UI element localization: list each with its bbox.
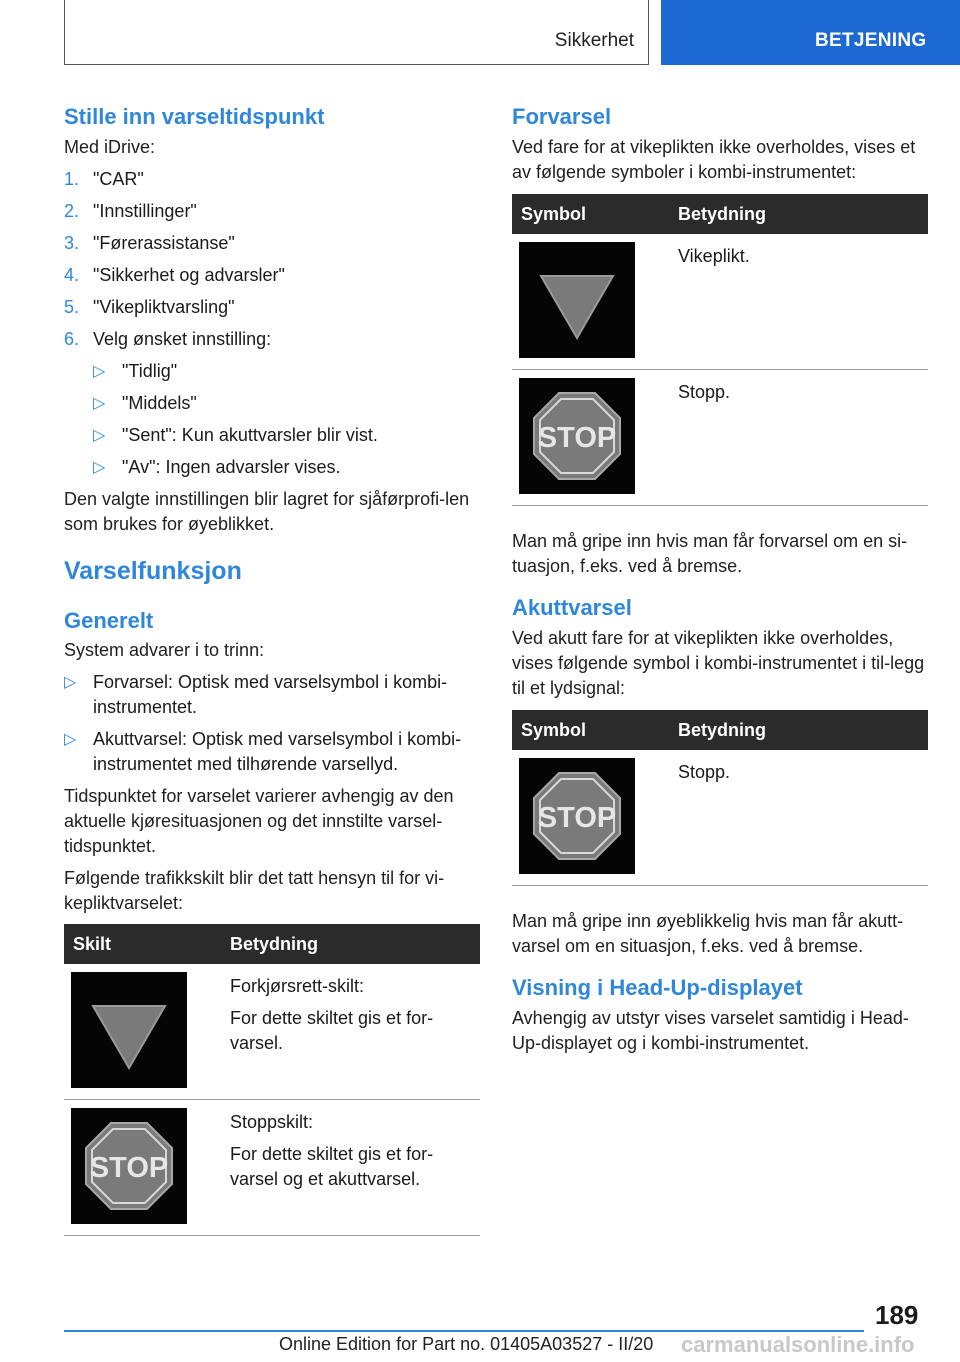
- sign-name: Forkjørsrett-skilt:: [230, 976, 364, 996]
- header-section-box: [64, 0, 649, 65]
- stop-sign-label: STOP: [537, 422, 617, 454]
- table-header-symbol: Symbol: [512, 710, 678, 750]
- footer-watermark: carmanualsonline.info: [681, 1332, 915, 1357]
- chapter-heading-warning-function: Varselfunksjon: [64, 557, 242, 585]
- warning-stages-list: [64, 670, 480, 777]
- sign-description: For dette skiltet gis et for-varsel.: [230, 1008, 434, 1053]
- table-row: [512, 750, 928, 886]
- sign-name: Stoppskilt:: [230, 1112, 314, 1132]
- table-row: [64, 1100, 480, 1236]
- triangle-bullet-icon: ▷: [64, 731, 77, 748]
- table-row: [512, 234, 928, 370]
- sign-description: For dette skiltet gis et for-varsel og et akuttvarsel.: [230, 1144, 434, 1189]
- triangle-bullet-icon: ▷: [93, 459, 106, 476]
- list-item: ▷ Forvarsel: Optisk med varselsymbol i kombi-instrumentet.: [64, 672, 448, 717]
- section-title-set-warning-time: Stille inn varseltidspunkt: [64, 104, 325, 129]
- footer-edition: Online Edition for Part no. 01405A03527 - II/20: [279, 1334, 654, 1354]
- list-item: 6. Velg ønsket innstilling:: [64, 329, 272, 349]
- triangle-bullet-icon: ▷: [64, 674, 77, 691]
- list-item: 4. "Sikkerhet og advarsler": [64, 265, 285, 285]
- yield-sign-icon: [71, 972, 187, 1088]
- table-row: [64, 964, 480, 1100]
- stop-sign-icon: [519, 378, 635, 494]
- list-item: ▷ Akuttvarsel: Optisk med varselsymbol i kombi-instrumentet med tilhørende varsellyd.: [64, 729, 462, 774]
- section-title-head-up-display: Visning i Head-Up-displayet: [512, 975, 803, 1000]
- list-item: 5. "Vikepliktvarsling": [64, 297, 235, 317]
- acute-warning-intro: Ved akutt fare for at vikeplikten ikke overholdes, vises følgende symbol i kombi-instrumentet i til-legg til et lydsignal:: [512, 628, 925, 698]
- table-header-meaning: Betydning: [678, 194, 928, 234]
- symbol-meaning: Stopp.: [678, 750, 928, 886]
- timing-paragraph: Tidspunktet for varselet varierer avhengig av den aktuelle kjøresituasjonen og det innstilte varsel-tidspunktet.: [64, 786, 454, 856]
- list-item: ▷ "Sent": Kun akuttvarsler blir vist.: [64, 423, 480, 448]
- table-header-sign: Skilt: [64, 924, 230, 964]
- list-item: 2. "Innstillinger": [64, 201, 197, 221]
- table-row: [512, 370, 928, 506]
- list-item: ▷ "Av": Ingen advarsler vises.: [64, 455, 480, 480]
- list-item: 3. "Førerassistanse": [64, 233, 235, 253]
- two-stage-intro: System advarer i to trinn:: [64, 640, 265, 660]
- triangle-bullet-icon: ▷: [93, 363, 106, 380]
- table-header-symbol: Symbol: [512, 194, 678, 234]
- page-number: 189: [875, 1300, 919, 1330]
- stop-sign-label: STOP: [537, 802, 617, 834]
- yield-sign-icon: [519, 242, 635, 358]
- triangle-bullet-icon: ▷: [93, 427, 106, 444]
- signs-intro-paragraph: Følgende trafikkskilt blir det tatt hensyn til for vi-kepliktvarselet:: [64, 868, 445, 913]
- section-title-pre-warning: Forvarsel: [512, 104, 612, 129]
- stop-sign-icon: [71, 1108, 187, 1224]
- table-header-meaning: Betydning: [230, 924, 480, 964]
- section-title-acute-warning: Akuttvarsel: [512, 595, 632, 620]
- idrive-steps-list: [64, 167, 480, 352]
- setting-options-list: [64, 359, 480, 480]
- symbol-meaning: Stopp.: [678, 370, 928, 506]
- header-chapter-tab: [661, 0, 960, 65]
- traffic-signs-table: [64, 924, 480, 1236]
- symbol-meaning: Vikeplikt.: [678, 234, 928, 370]
- left-column: [64, 102, 480, 1236]
- header-chapter-title: BETJENING: [815, 30, 927, 51]
- pre-warning-note: Man må gripe inn hvis man får forvarsel om en si-tuasjon, f.eks. ved å bremse.: [512, 531, 908, 576]
- section-title-general: Generelt: [64, 608, 154, 633]
- acute-warning-symbols-table: [512, 710, 928, 886]
- right-column: [512, 102, 928, 1056]
- head-up-display-text: Avhengig av utstyr vises varselet samtidig i Head-Up-displayet og i kombi-instrumentet.: [512, 1008, 909, 1053]
- list-item: ▷ "Middels": [64, 391, 480, 416]
- stop-sign-label: STOP: [89, 1152, 169, 1184]
- table-header-meaning: Betydning: [678, 710, 928, 750]
- triangle-bullet-icon: ▷: [93, 395, 106, 412]
- header-section-title: Sikkerhet: [554, 30, 634, 51]
- acute-warning-note: Man må gripe inn øyeblikkelig hvis man får akutt-varsel om en situasjon, f.eks. ved å bremse.: [512, 911, 904, 956]
- list-item: 1. "CAR": [64, 169, 144, 189]
- stop-sign-icon: [519, 758, 635, 874]
- idrive-intro: Med iDrive:: [64, 137, 156, 157]
- table-header-row: [64, 924, 480, 964]
- pre-warning-symbols-table: [512, 194, 928, 506]
- table-header-row: [512, 710, 928, 750]
- profile-note: Den valgte innstillingen blir lagret for sjåførprofi-len som brukes for øyeblikket.: [64, 489, 470, 534]
- table-header-row: [512, 194, 928, 234]
- pre-warning-intro: Ved fare for at vikeplikten ikke overholdes, vises et av følgende symboler i kombi-instrumentet:: [512, 137, 916, 182]
- list-item: ▷ "Tidlig": [64, 359, 480, 384]
